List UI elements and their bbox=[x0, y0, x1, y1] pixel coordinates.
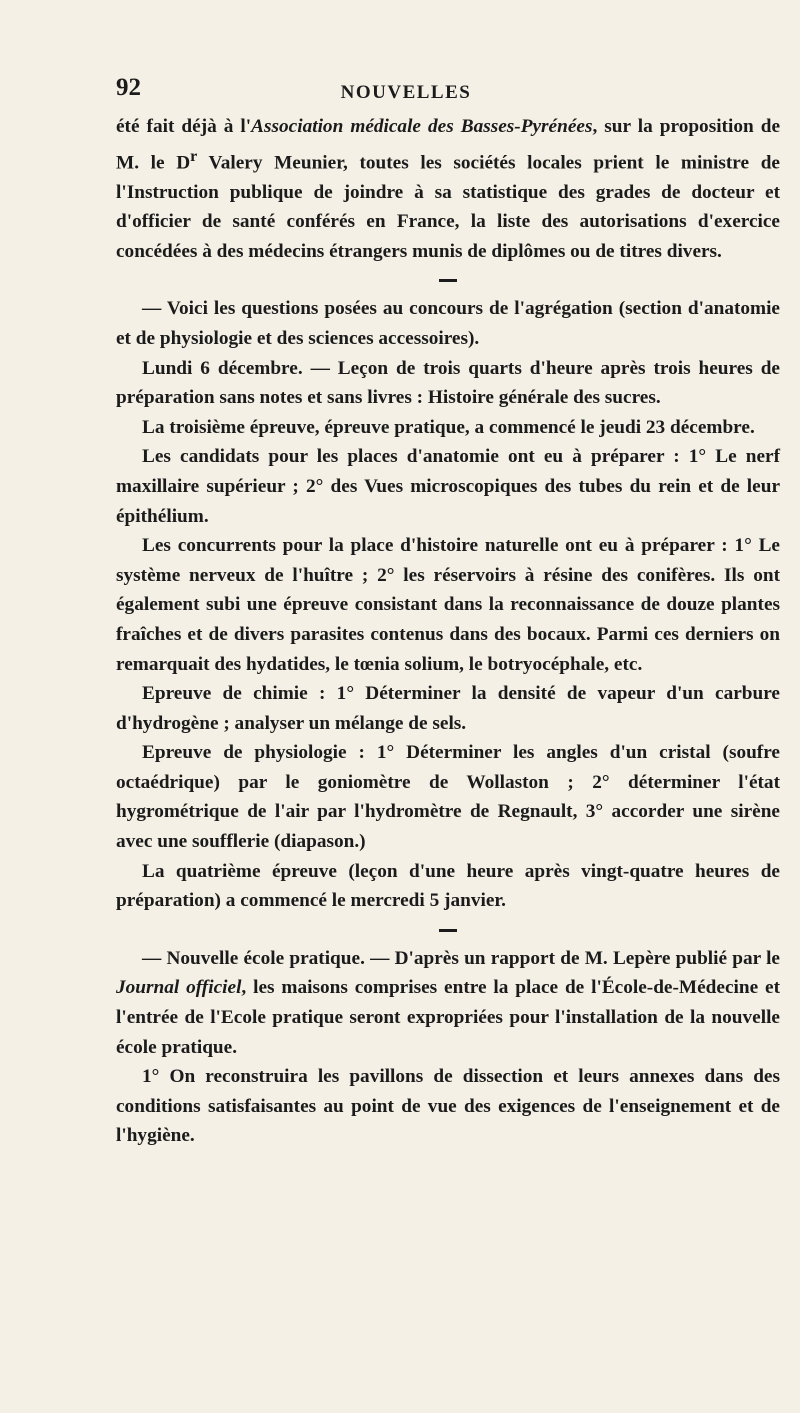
paragraph-ecole-pratique: — Nouvelle école pratique. — D'après un rapport de M. Lepère publié par le Journal officiel, les maisons comprises entre la place de l'École-de-Médecine et l'entrée de l'Ecole pratique seront expropriées pour l'installation de la nouvelle école pratique. bbox=[116, 947, 780, 1058]
paragraph-agregation: — Voici les questions posées au concours de l'agrégation (section d'anatomie et de physiologie et des sciences accessoires). bbox=[116, 298, 780, 349]
body-text bbox=[116, 112, 780, 1151]
paragraph-lundi: Lundi 6 décembre. — Leçon de trois quarts d'heure après trois heures de préparation sans notes et sans livres : Histoire générale des sucres. bbox=[116, 357, 780, 409]
journal-title: Journal officiel bbox=[116, 977, 242, 999]
page-number: 92 bbox=[116, 74, 141, 101]
paragraph-troisieme-epreuve: La troisième épreuve, épreuve pratique, a commencé le jeudi 23 décembre. bbox=[142, 416, 755, 438]
section-separator bbox=[116, 266, 780, 294]
paragraph-association: été fait déjà à l'Association médicale des Basses-Pyrénées, sur la proposition de M. le $D^r$ Valery Meunier, toutes les sociétés locales prient le ministre de l'Instruction publique de joindre à sa statistique des grades de docteur et d'officier de santé conférés en France, la liste des autorisations d'exercice concédées à des médecins étrangers munis de diplômes ou de titres divers. bbox=[116, 116, 780, 262]
section-separator bbox=[116, 916, 780, 944]
paragraph-quatrieme-epreuve: La quatrième épreuve (leçon d'une heure après vingt-quatre heures de préparation) a commencé le mercredi 5 janvier. bbox=[116, 860, 780, 912]
paragraph-physiologie: Epreuve de physiologie : 1° Déterminer les angles d'un cristal (soufre octaédrique) par le goniomètre de Wollaston ; 2° déterminer l'état hygrométrique de l'air par l'hydromètre de Regnault, 3° accorder une sirène avec une soufflerie (diapason.) bbox=[116, 742, 780, 853]
paragraph-histoire-naturelle: Les concurrents pour la place d'histoire naturelle ont eu à préparer : 1° Le système nerveux de l'huître ; 2° les réservoirs à résine des conifères. Ils ont également subi une épreuve consistant dans la reconnaissance de douze plantes fraîches et de divers parasites contenus dans des bocaux. Parmi ces derniers on remarquait des hydatides, le tœnia solium, le botryocéphale, etc. bbox=[116, 535, 780, 675]
running-title: NOUVELLES bbox=[340, 82, 472, 103]
paragraph-anatomie: Les candidats pour les places d'anatomie ont eu à préparer : 1° Le nerf maxillaire supérieur ; 2° des Vues microscopiques des tubes du rein et de leur épithélium. bbox=[116, 446, 780, 527]
paragraph-pavillons: 1° On reconstruira les pavillons de dissection et leurs annexes dans des conditions satisfaisantes au point de vue des exigences de l'enseignement et de l'hygiène. bbox=[116, 1066, 780, 1147]
association-name: Association médicale des Basses-Pyrénées bbox=[251, 116, 593, 137]
paragraph-chimie: Epreuve de chimie : 1° Déterminer la densité de vapeur d'un carbure d'hydrogène ; analyser un mélange de sels. bbox=[116, 683, 780, 734]
page-header bbox=[116, 74, 696, 110]
